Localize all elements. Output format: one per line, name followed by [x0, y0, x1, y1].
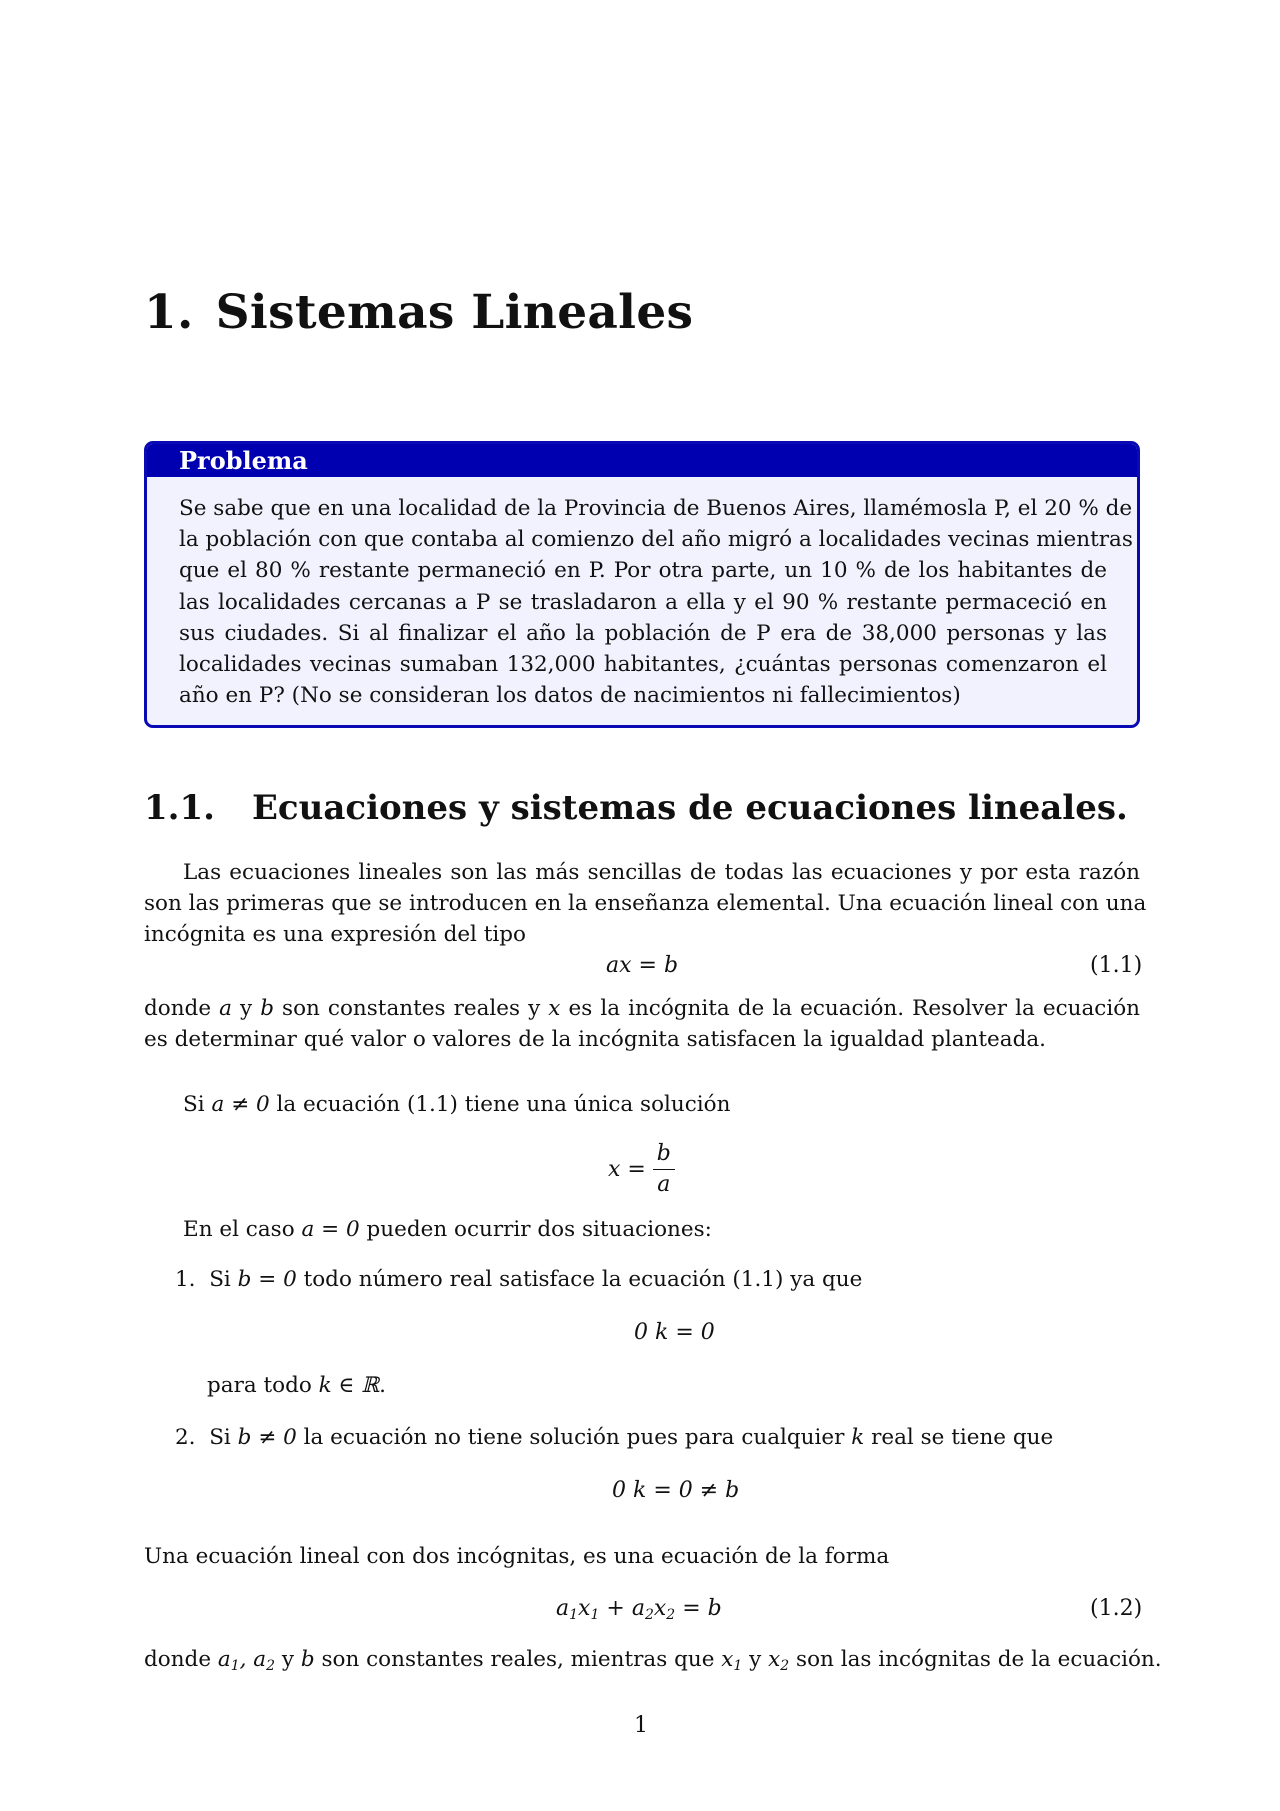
- paragraph-line: Si a ≠ 0 la ecuación (1.1) tiene una única solución: [183, 1092, 731, 1117]
- chapter-title: Sistemas Lineales: [215, 285, 694, 340]
- equation-item1: 0 k = 0: [634, 1320, 715, 1345]
- list-item: 2. Si b ≠ 0 la ecuación no tiene solución pues para cualquier k real se tiene que: [175, 1425, 1054, 1450]
- paragraph-line: donde $a_1$, $a_2$ y b son constantes reales, mientras que $x_1$ y $x_2$ son las incógnitas de la ecuación.: [144, 1647, 1162, 1674]
- section-number: 1.1.: [144, 788, 215, 828]
- problem-box-body: [179, 493, 1133, 711]
- paragraph-line: Una ecuación lineal con dos incógnitas, es una ecuación de la forma: [144, 1544, 890, 1569]
- equation-item2: 0 k = 0 ≠ b: [612, 1478, 740, 1503]
- equation-1-1: ax = b: [606, 953, 679, 978]
- chapter-heading: [144, 285, 693, 340]
- paragraph-line: En el caso a = 0 pueden ocurrir dos situaciones:: [183, 1217, 712, 1242]
- equation-fraction: x = $\frac{b}{a}$: [608, 1140, 675, 1199]
- chapter-number: 1.: [144, 285, 194, 340]
- list-item-continuation: para todo k ∈ ℝ.: [207, 1373, 386, 1398]
- equation-1-2: $a_1x_1 + a_2x_2 = b$: [556, 1596, 722, 1623]
- paragraph-line: Las ecuaciones lineales son las más sencillas de todas las ecuaciones y por esta razón: [183, 860, 1140, 885]
- paragraph-line: donde a y b son constantes reales y x es la incógnita de la ecuación. Resolver la ecuación: [144, 996, 1141, 1021]
- section-heading: [144, 788, 1128, 828]
- paragraph-line: es determinar qué valor o valores de la incógnita satisfacen la igualdad planteada.: [144, 1027, 1047, 1052]
- problem-line: localidades vecinas sumaban 132,000 habitantes, ¿cuántas personas comenzaron el: [179, 651, 1107, 677]
- problem-box: [144, 441, 1140, 728]
- problem-line: las localidades cercanas a P se trasladaron a ella y el 90 % restante permaceció en: [179, 589, 1107, 615]
- problem-line: sus ciudades. Si al finalizar el año la población de P era de 38,000 personas y las: [179, 620, 1107, 646]
- section-title: Ecuaciones y sistemas de ecuaciones lineales.: [252, 788, 1128, 828]
- problem-line: año en P? (No se consideran los datos de nacimientos ni fallecimientos): [179, 683, 961, 709]
- equation-number: (1.1): [1090, 953, 1143, 978]
- paragraph-line: son las primeras que se introducen en la enseñanza elemental. Una ecuación lineal con una: [144, 891, 1147, 916]
- page-number: 1: [634, 1713, 648, 1738]
- problem-line: Se sabe que en una localidad de la Provincia de Buenos Aires, llamémosla P, el 20 % de: [179, 496, 1133, 521]
- problem-box-title: Problema: [147, 444, 1137, 477]
- list-item: 1. Si b = 0 todo número real satisface la ecuación (1.1) ya que: [175, 1267, 863, 1292]
- problem-line: la población con que contaba al comienzo del año migró a localidades vecinas mientras: [179, 527, 1133, 553]
- paragraph-line: incógnita es una expresión del tipo: [144, 922, 526, 947]
- equation-number: (1.2): [1090, 1596, 1143, 1621]
- problem-line: que el 80 % restante permaneció en P. Por otra parte, un 10 % de los habitantes de: [179, 558, 1107, 584]
